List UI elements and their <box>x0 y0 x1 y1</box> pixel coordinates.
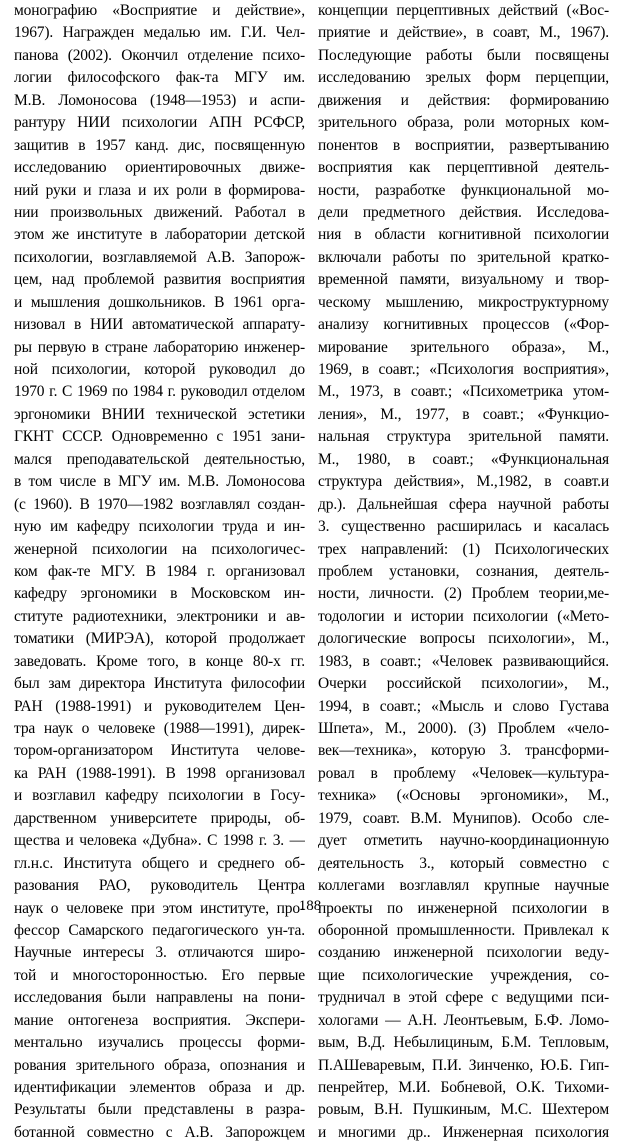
left-column-line: цем, над проблемой развития восприятия <box>14 271 305 289</box>
right-column-line: включали работы по зрительной кратко- <box>318 248 609 266</box>
right-column-line: и многими др.. Инженерная психология <box>318 1123 609 1141</box>
left-column-line: ры первую в стране лабораторию инженер- <box>14 338 305 356</box>
right-column-line: проблем установки, сознания, деятель- <box>318 562 609 580</box>
left-column-line: ментально изучались процессы форми- <box>14 1034 305 1052</box>
left-column-line: ботанной совместно с А.В. Запорожцем <box>14 1123 305 1141</box>
right-text-column <box>318 0 609 1144</box>
left-column-line: Результаты были представлены в разра- <box>14 1101 305 1119</box>
left-column-line: низовал в НИИ автоматической аппарату- <box>14 316 305 334</box>
left-column-line: 1967). Награжден медалью им. Г.И. Чел- <box>14 24 305 42</box>
right-column-line: восприятия как перцептивной деятель- <box>318 159 609 177</box>
left-column-line: тором-организатором Института челове- <box>14 742 305 760</box>
right-column-line: ния в области когнитивной психологии <box>318 226 609 244</box>
left-column-line: этом же институте в лаборатории детской <box>14 226 305 244</box>
right-column-line: ческому мышлению, микроструктурному <box>318 293 609 311</box>
left-column-line: ную им кафедру психологии труда и ин- <box>14 518 305 536</box>
right-column-line: П.АШеваревым, П.И. Зинченко, Ю.Б. Гип- <box>318 1056 609 1074</box>
right-column-line: щие психологические учреждения, со- <box>318 966 609 984</box>
left-column-line: психологии, возглавляемой А.В. Запорож- <box>14 248 305 266</box>
right-column-line: оборонной промышленности. Привлекал к <box>318 921 609 939</box>
left-column-line: гл.н.с. Института общего и среднего об- <box>14 854 305 872</box>
right-column-line: движения и действия: формированию <box>318 91 609 109</box>
right-column-line: М., 1980, в соавт.; «Функциональная <box>318 450 609 468</box>
left-column-line: идентификации элементов образа и др. <box>14 1079 305 1096</box>
right-column-line: хологами — А.Н. Леонтьевым, Б.Ф. Ломо- <box>318 1011 609 1029</box>
right-column-line: структура действия», М.,1982, в соавт.и <box>318 473 609 491</box>
right-column-line: тодологии и истории психологии («Мето- <box>318 607 609 625</box>
left-text-column <box>14 0 305 1144</box>
left-column-line: Научные интересы 3. отличаются широ- <box>14 944 305 962</box>
right-column-line: временной памяти, визуальному и твор- <box>318 271 609 289</box>
left-column-line: мался преподавательской деятельностью, <box>14 450 305 468</box>
left-column-line: (с 1960). В 1970—1982 возглавлял создан- <box>14 495 305 513</box>
right-column-line: проекты по инженерной психологии в <box>318 899 609 917</box>
right-column-line: приятие и действие», в соавт, М., 1967). <box>318 24 609 42</box>
right-column-line: дует отметить научно-координационную <box>318 832 609 850</box>
left-column-line: панова (2002). Окончил отделение психо- <box>14 46 305 64</box>
left-column-line: заведовать. Кроме того, в конце 80-х гг. <box>14 652 305 670</box>
right-column-line: ления», М., 1977, в соавт.; «Функцио- <box>318 405 609 423</box>
right-column-line: 3. существенно расширилась и касалась <box>318 518 609 536</box>
right-column-line: Очерки российской психологии», М., <box>318 675 609 693</box>
left-column-line: женерной психологии на психологичес- <box>14 540 305 558</box>
left-column-line: щества и человека «Дубна». С 1998 г. 3. — <box>14 832 305 850</box>
left-column-line: исследованию ориентировочных движе- <box>14 159 305 177</box>
left-column-line: кафедру эргономики в Московском ин- <box>14 585 305 603</box>
right-column-line: дологические вопросы психологии», М., <box>318 630 609 648</box>
right-column-line: зрительного образа, роли моторных ком- <box>318 114 609 132</box>
left-column-line: ГКНТ СССР. Одновременно с 1951 зани- <box>14 428 305 446</box>
page-number: 188 <box>298 898 322 914</box>
left-column-line: дарственном университете природы, об- <box>14 809 305 827</box>
left-column-line: той и многосторонностью. Его первые <box>14 966 305 984</box>
right-column-line: М., 1973, в соавт.; «Психометрика утом- <box>318 383 609 401</box>
left-column-line: и мышления дошкольников. В 1961 орга- <box>14 293 305 311</box>
right-column-line: деятельность 3., который совместно с <box>318 854 609 872</box>
right-column-line: трех направлений: (1) Психологических <box>318 540 609 558</box>
left-column-line: наук о человеке при этом институте, про- <box>14 899 305 917</box>
left-column-line: эргономики ВНИИ технической эстетики <box>14 405 305 423</box>
left-column-line: логии философского фак-та МГУ им. <box>14 69 305 87</box>
left-column-line: ка РАН (1988-1991). В 1998 организовал <box>14 764 305 782</box>
left-column-line: томатики (МИРЭА), которой продолжает <box>14 630 305 648</box>
left-column-line: монографию «Восприятие и действие», <box>14 2 305 19</box>
right-column-line: вым, В.Д. Небылициным, Б.М. Тепловым, <box>318 1034 609 1052</box>
left-column-line: защитив в 1957 канд. дис, посвященную <box>14 136 305 154</box>
left-column-line: РАН (1988-1991) и руководителем Цен- <box>14 697 305 715</box>
left-column-line: рования зрительного образа, опознания и <box>14 1056 305 1074</box>
left-column-line: в том числе в МГУ им. М.В. Ломоносова <box>14 473 305 491</box>
right-column-line: 1969, в соавт.; «Психология восприятия», <box>318 361 609 378</box>
left-column-line: ком фак-те МГУ. В 1984 г. организовал <box>14 562 305 580</box>
right-column-line: исследованию зрелых форм перцепции, <box>318 69 609 87</box>
right-column-line: техника» («Основы эргономики», М., <box>318 787 609 805</box>
left-column-line: и возглавил кафедру психологии в Госу- <box>14 787 305 805</box>
right-column-line: трудничал в этой сфере с ведущими пси- <box>318 989 609 1007</box>
left-column-line: ной психологии, которой руководил до <box>14 361 305 378</box>
right-column-line: созданию инженерной психологии веду- <box>318 944 609 962</box>
right-column-line: 1994, в соавт.; «Мысль и слово Густава <box>318 697 609 715</box>
right-column-line: Последующие работы были посвящены <box>318 46 609 64</box>
left-column-line: фессор Самарского педагогического ун-та. <box>14 921 305 939</box>
right-column-line: 1979, соавт. В.М. Мунипов). Особо сле- <box>318 809 609 827</box>
right-column-line: Шпета», М., 2000). (3) Проблем «чело- <box>318 720 609 737</box>
left-column-line: М.В. Ломоносова (1948—1953) и аспи- <box>14 91 305 109</box>
right-column-line: мирование зрительного образа», М., <box>318 338 609 356</box>
right-column-line: 1983, в соавт.; «Человек развивающийся. <box>318 652 609 670</box>
right-column-line: пенрейтер, М.И. Бобневой, О.К. Тихоми- <box>318 1079 609 1096</box>
left-column-line: 1970 г. С 1969 по 1984 г. руководил отделом <box>14 383 305 401</box>
right-column-line: ровым, В.Н. Пушкиным, М.С. Шехтером <box>318 1101 609 1119</box>
right-column-line: понентов в восприятии, развертыванию <box>318 136 609 154</box>
right-column-line: нальная структура зрительной памяти. <box>318 428 609 446</box>
left-column-line: ний руки и глаза и их роли в формирова- <box>14 181 305 199</box>
right-column-line: коллегами возглавлял крупные научные <box>318 877 609 895</box>
right-column-line: ности, разработке функциональной мо- <box>318 181 609 199</box>
right-column-line: др.). Дальнейшая сфера научной работы <box>318 495 609 513</box>
left-column-line: нии произвольных движений. Работал в <box>14 203 305 221</box>
left-column-line: ституте радиотехники, электроники и ав- <box>14 607 305 625</box>
left-column-line: мание онтогенеза восприятия. Экспери- <box>14 1011 305 1029</box>
left-column-line: разования РАО, руководитель Центра <box>14 877 305 895</box>
left-column-line: исследования были направлены на пони- <box>14 989 305 1007</box>
left-column-line: тра наук о человеке (1988—1991), дирек- <box>14 720 305 737</box>
right-column-line: анализу когнитивных процессов («Фор- <box>318 316 609 334</box>
right-column-line: век—техника», которую 3. трансформи- <box>318 742 609 760</box>
right-column-line: концепции перцептивных действий («Вос- <box>318 2 609 19</box>
right-column-line: ровал в проблему «Человек—культура- <box>318 764 609 782</box>
right-column-line: ности, личности. (2) Проблем теории,ме- <box>318 585 609 603</box>
left-column-line: рантуру НИИ психологии АПН РСФСР, <box>14 114 305 132</box>
right-column-line: дели предметного действия. Исследова- <box>318 203 609 221</box>
left-column-line: был зам директора Института философии <box>14 675 305 693</box>
